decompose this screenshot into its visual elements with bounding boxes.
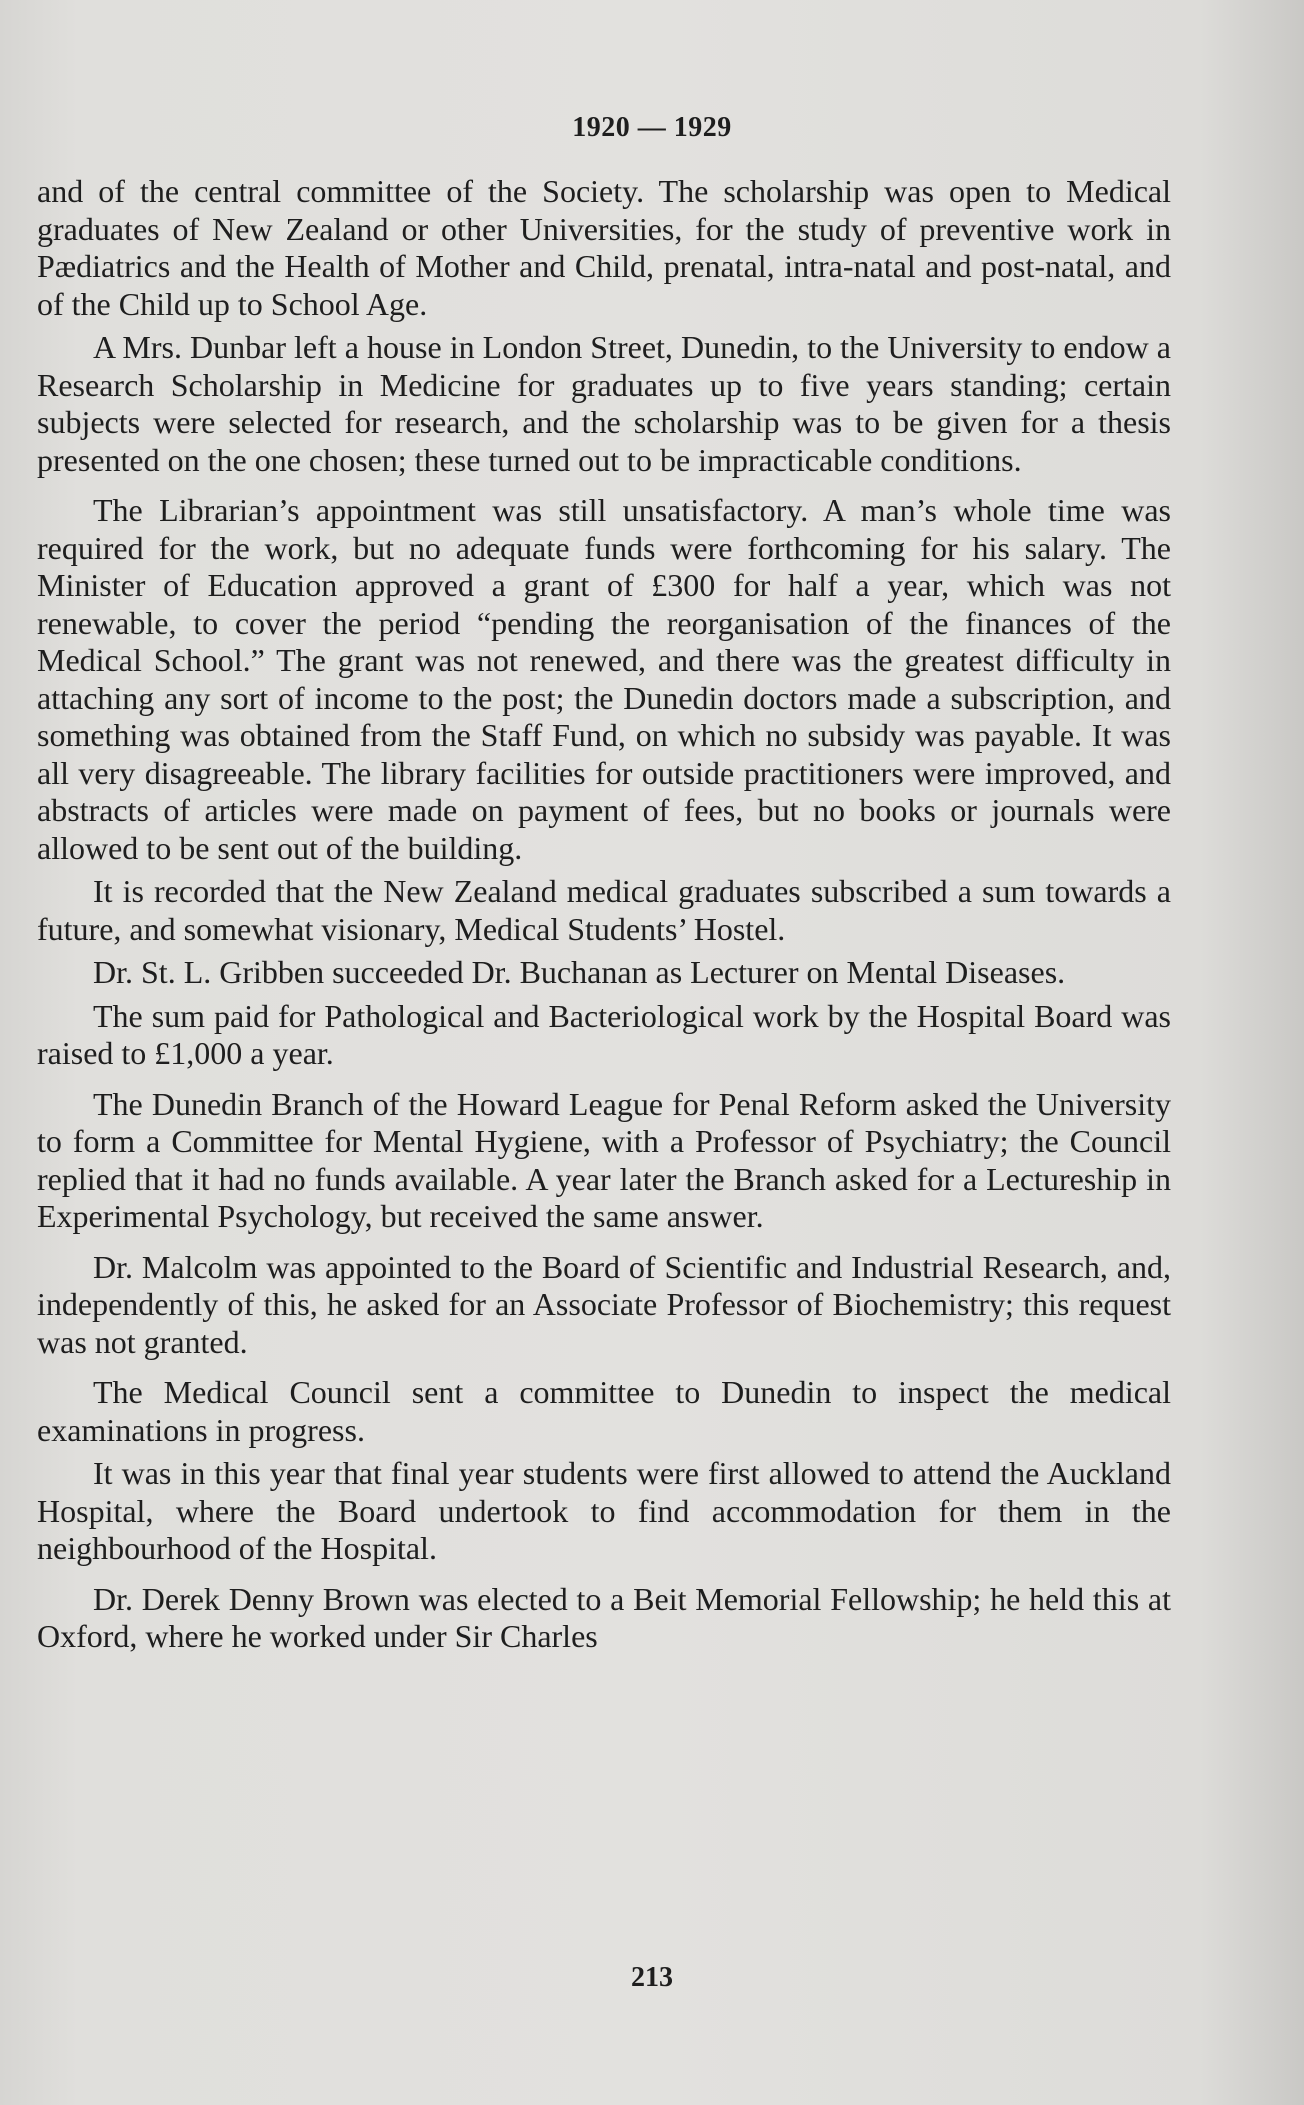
paragraph-scholarship-continued: and of the central committee of the Society. The scholarship was open to Medical graduates of New Zealand or other Universities, for the study of preventive work in Pædiatrics and the Health of Mother and Child, prenatal, intra-natal and post-natal, and of the Child up to School Age. [37,173,1171,322]
paragraph-medical-council: The Medical Council sent a committee to Dunedin to inspect the medical examinations in progress. [37,1374,1171,1448]
paragraph-auckland-hospital: It was in this year that final year students were first allowed to attend the Auckland Hospital, where the Board undertook to find accommodation for them in the neighbourhood of the Hospital. [37,1455,1171,1566]
paragraph-howard-league: The Dunedin Branch of the Howard League for Penal Reform asked the University to form a Committee for Mental Hygiene, with a Professor of Psychiatry; the Council replied that it had no funds available. A year later the Branch asked for a Lectureship in Experimental Psychology, but received the same answer. [37,1085,1171,1234]
paragraph-dunbar-bequest: A Mrs. Dunbar left a house in London Street, Dunedin, to the University to endow a Research Scholarship in Medicine for graduates up to five years standing; certain subjects were selected for research, and the scholarship was to be given for a thesis presented on the one chosen; these turned out to be impracticable conditions. [37,329,1171,478]
paragraph-gribben: Dr. St. L. Gribben succeeded Dr. Buchanan as Lecturer on Mental Diseases. [93,954,1066,990]
page-number: 213 [631,1962,673,1993]
paragraph-malcolm: Dr. Malcolm was appointed to the Board of Scientific and Industrial Research, and, independently of this, he asked for an Associate Professor of Biochemistry; this request was not granted. [37,1248,1171,1360]
paragraph-librarian: The Librarian’s appointment was still unsatisfactory. A man’s whole time was required for the work, but no adequate funds were forthcoming for his salary. The Minister of Education approved a grant of £300 for half a year, which was not renewable, to cover the period “pending the reorganisation of the finances of the Medical School.” The grant was not renewed, and there was the greatest difficulty in attaching any sort of income to the post; the Dunedin doctors made a subscription, and something was obtained from the Staff Fund, on which no subsidy was payable. It was all very disagreeable. The library facilities for outside practitioners were improved, and abstracts of articles were made on payment of fees, but no books or journals were allowed to be sent out of the building. [37,492,1171,866]
body-text [37,173,1171,1669]
paragraph-denny-brown: Dr. Derek Denny Brown was elected to a Beit Memorial Fellowship; he held this at Oxford, where he worked under Sir Charles [37,1580,1171,1654]
paragraph-pathology-payment: The sum paid for Pathological and Bacteriological work by the Hospital Board was raised to £1,000 a year. [37,997,1171,1071]
paragraph-students-hostel: It is recorded that the New Zealand medical graduates subscribed a sum towards a future, and somewhat visionary, Medical Students’ Hostel. [37,873,1171,947]
running-head: 1920 — 1929 [572,112,732,143]
